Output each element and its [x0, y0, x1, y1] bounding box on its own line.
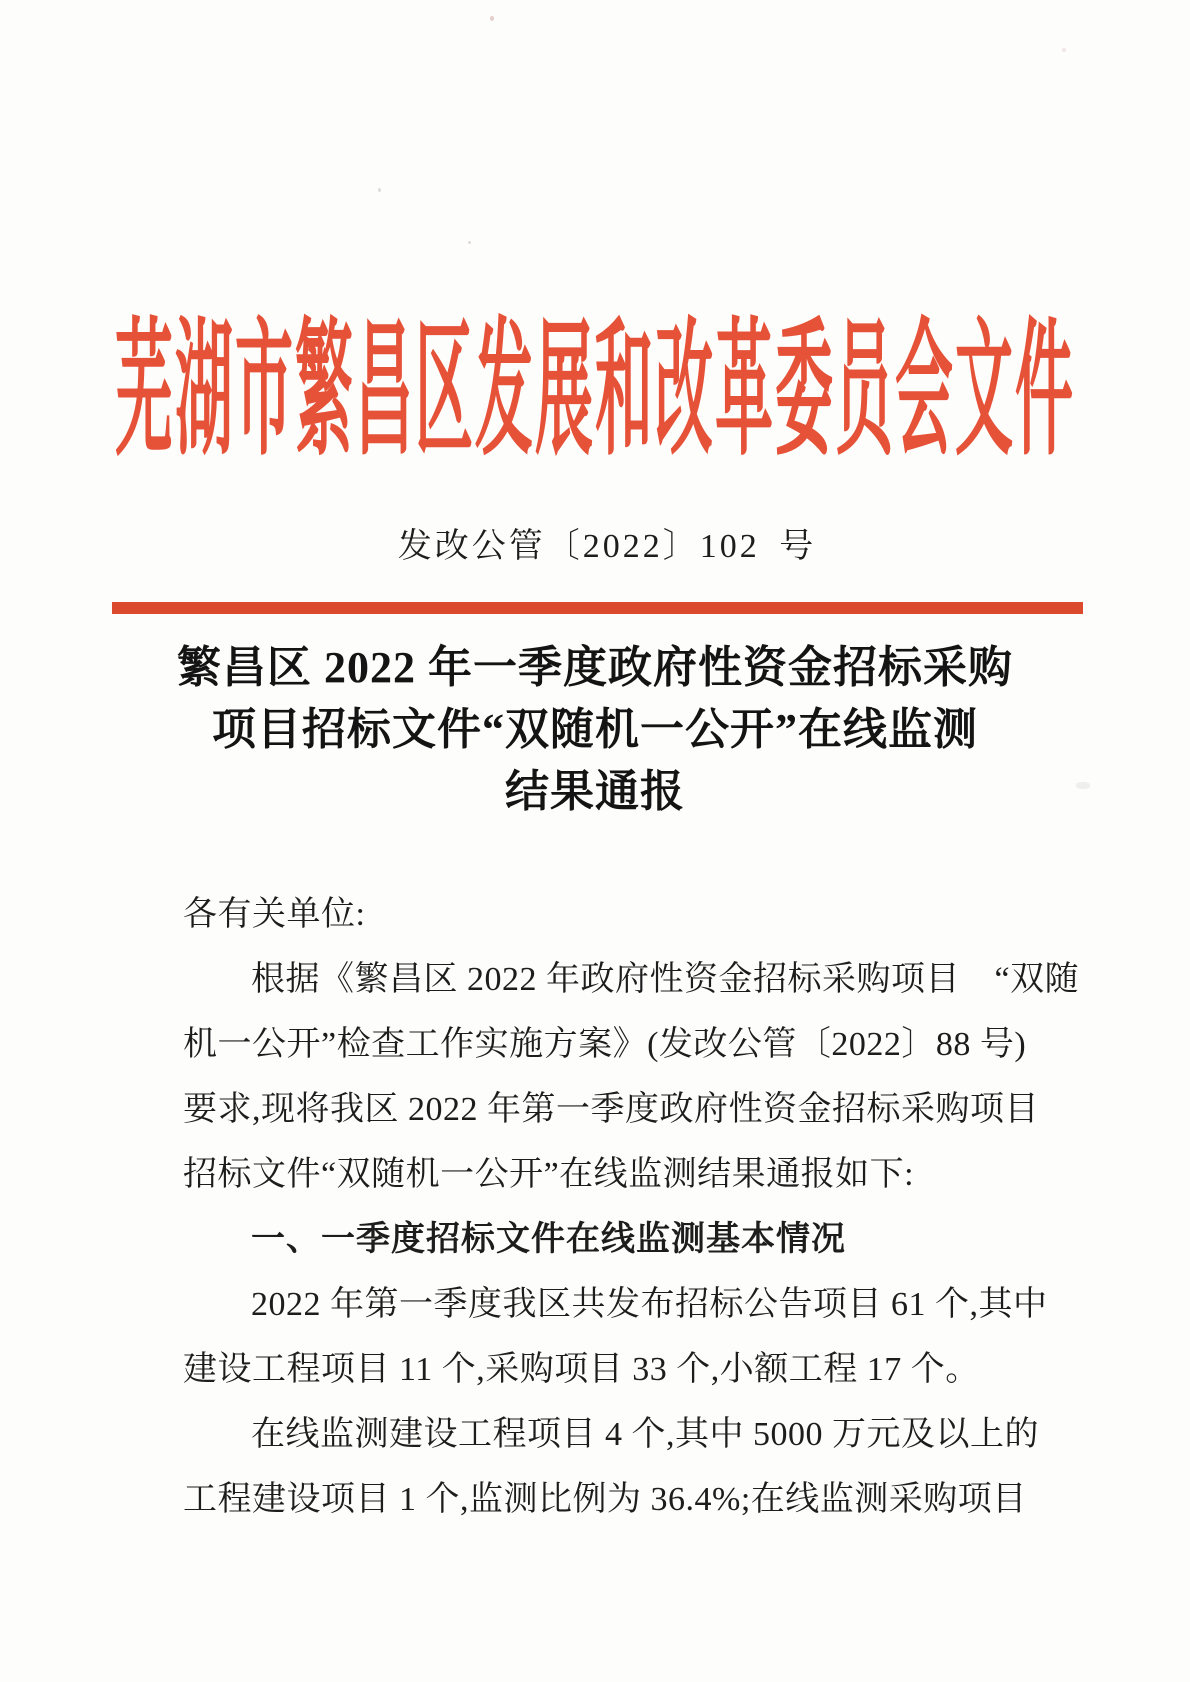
section-heading-line: 一、一季度招标文件在线监测基本情况 — [251, 1221, 846, 1258]
document-title-line: 结果通报 — [505, 767, 685, 816]
body-text-line: 机一公开”检查工作实施方案》(发改公管〔2022〕88 号) — [183, 1026, 1027, 1063]
scan-speck — [1062, 48, 1066, 52]
body-text-line: 招标文件“双随机一公开”在线监测结果通报如下: — [183, 1156, 915, 1193]
document-title-line: 繁昌区 2022 年一季度政府性资金招标采购 — [177, 643, 1013, 692]
body-text-line: 根据《繁昌区 2022 年政府性资金招标采购项目 “双随 — [251, 961, 1080, 998]
body-text-line: 2022 年第一季度我区共发布招标公告项目 61 个,其中 — [251, 1286, 1048, 1323]
document-reference-number: 发改公管〔2022〕102 号 — [397, 528, 817, 565]
scan-speck — [490, 16, 494, 21]
body-paragraph-lines — [183, 947, 1080, 1532]
body-text-line: 要求,现将我区 2022 年第一季度政府性资金招标采购项目 — [183, 1091, 1039, 1128]
document-body — [183, 882, 1080, 1532]
body-text-line: 建设工程项目 11 个,采购项目 33 个,小额工程 17 个。 — [183, 1351, 980, 1388]
document-title-line: 项目招标文件“双随机一公开”在线监测 — [212, 705, 978, 754]
document-title — [0, 637, 1190, 823]
body-text-line: 工程建设项目 1 个,监测比例为 36.4%;在线监测采购项目 — [183, 1481, 1027, 1518]
red-separator-rule — [112, 602, 1083, 614]
body-text-line: 在线监测建设工程项目 4 个,其中 5000 万元及以上的 — [251, 1416, 1039, 1453]
agency-masthead-title: 芜湖市繁昌区发展和改革委员会文件 — [114, 308, 1075, 474]
salutation-line: 各有关单位: — [183, 896, 366, 933]
